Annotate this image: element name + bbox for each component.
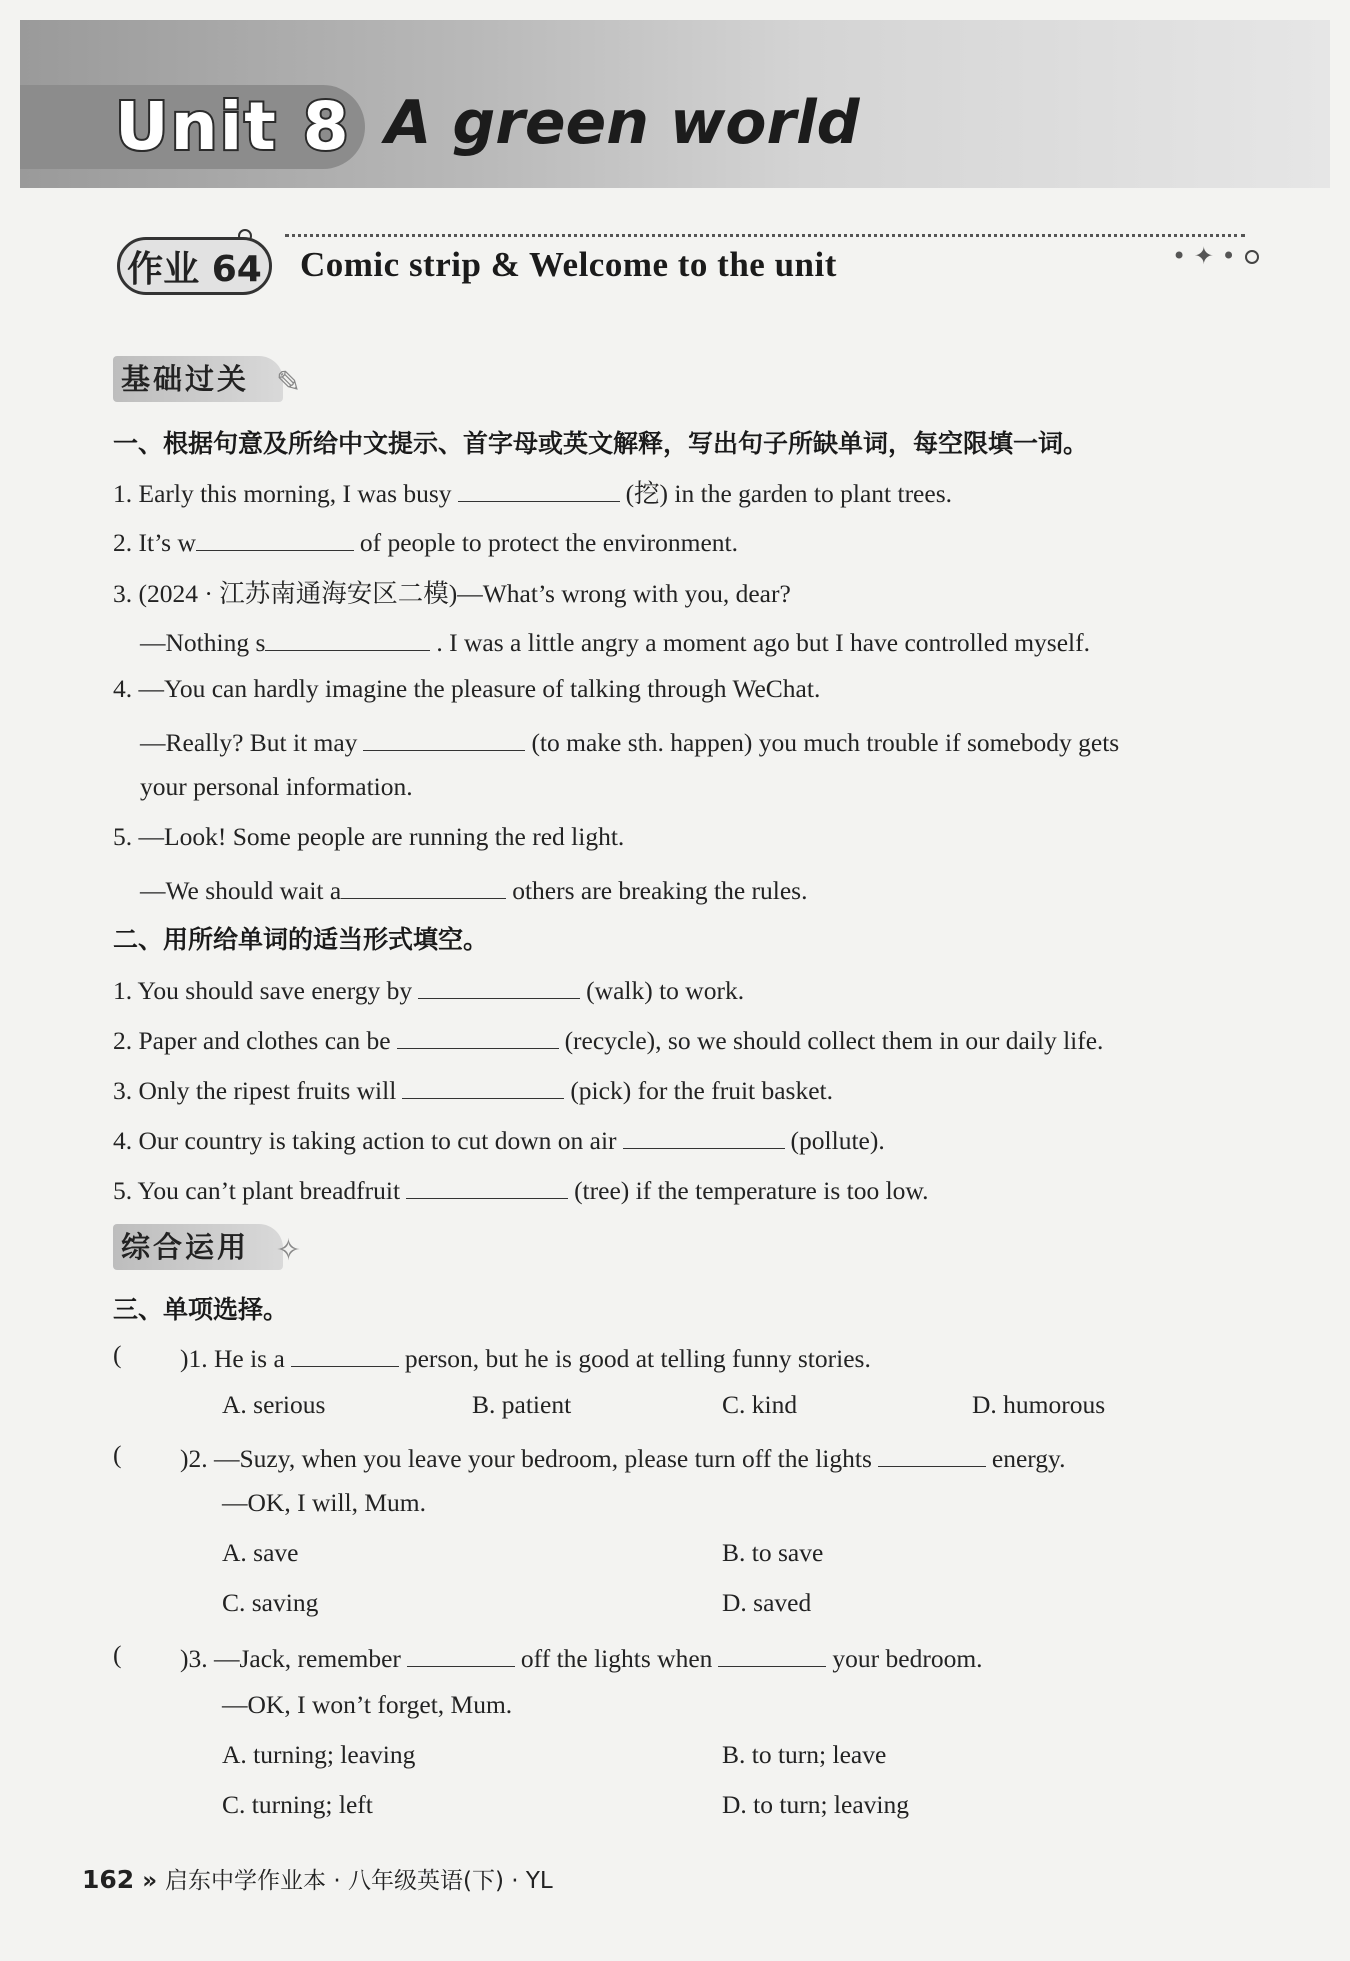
answer-blank[interactable] <box>458 475 620 502</box>
part2-q1: 1. You should save energy by (walk) to work. <box>113 972 744 1006</box>
answer-blank[interactable] <box>341 872 506 899</box>
answer-blank[interactable] <box>291 1340 399 1367</box>
option-c[interactable]: C. saving <box>222 1588 319 1617</box>
option-c[interactable]: C. turning; left <box>222 1790 373 1819</box>
answer-blank[interactable] <box>363 724 525 751</box>
pencil-icon: ✎ <box>275 365 302 400</box>
option-d[interactable]: D. to turn; leaving <box>722 1790 909 1819</box>
option-d[interactable]: D. saved <box>722 1588 812 1617</box>
answer-blank[interactable] <box>878 1440 986 1467</box>
sparkle-icon: • ✦ • <box>1172 242 1236 270</box>
part1-q3: 3. (2024 · 江苏南通海安区二模)—What’s wrong with you, dear? <box>113 579 791 608</box>
answer-blank[interactable] <box>402 1072 564 1099</box>
answer-blank[interactable] <box>718 1640 826 1667</box>
option-d[interactable]: D. humorous <box>972 1390 1106 1419</box>
homework-title: Comic strip & Welcome to the unit <box>300 245 837 284</box>
part1-heading: 一、根据句意及所给中文提示、首字母或英文解释，写出句子所缺单词，每空限填一词。 <box>113 429 1089 458</box>
part3-heading: 三、单项选择。 <box>113 1295 289 1324</box>
option-a[interactable]: A. save <box>222 1538 299 1567</box>
option-b[interactable]: B. to turn; leave <box>722 1740 887 1769</box>
decorative-circle-icon <box>1245 250 1259 264</box>
option-b[interactable]: B. patient <box>472 1390 572 1419</box>
section-tag-label: 基础过关 <box>121 362 250 396</box>
answer-bracket[interactable]: ( <box>113 1440 122 1469</box>
answer-blank[interactable] <box>406 1172 568 1199</box>
answer-blank[interactable] <box>196 524 354 551</box>
part1-q4-reply: —Really? But it may (to make sth. happen) you much trouble if somebody gets <box>140 724 1119 758</box>
part1-q3-reply: —Nothing s . I was a little angry a moment ago but I have controlled myself. <box>140 624 1090 658</box>
answer-bracket[interactable]: ( <box>113 1640 122 1669</box>
option-a[interactable]: A. serious <box>222 1390 326 1419</box>
option-a[interactable]: A. turning; leaving <box>222 1740 416 1769</box>
part1-q4-reply-cont: your personal information. <box>140 772 413 801</box>
section-tag-label: 综合运用 <box>121 1230 250 1264</box>
section-tag-basics <box>113 356 302 402</box>
option-c[interactable]: C. kind <box>722 1390 798 1419</box>
part2-heading: 二、用所给单词的适当形式填空。 <box>113 925 489 954</box>
part3-q2: )2. —Suzy, when you leave your bedroom, please turn off the lights energy. <box>180 1440 1066 1474</box>
answer-blank[interactable] <box>623 1122 785 1149</box>
sparkle-pen-icon: ✧ <box>275 1233 302 1268</box>
part1-q4: 4. —You can hardly imagine the pleasure of talking through WeChat. <box>113 674 821 703</box>
page-number: 162 <box>82 1865 135 1894</box>
part3-q3-reply: —OK, I won’t forget, Mum. <box>222 1690 513 1719</box>
part1-q1: 1. Early this morning, I was busy (挖) in the garden to plant trees. <box>113 474 952 510</box>
part1-q5: 5. —Look! Some people are running the red light. <box>113 822 625 851</box>
homework-badge: 作业 64 <box>117 237 272 295</box>
part3-q3: )3. —Jack, remember off the lights when your bedroom. <box>180 1640 983 1674</box>
decorative-dotted-line <box>285 234 1245 237</box>
part2-q4: 4. Our country is taking action to cut down on air (pollute). <box>113 1122 885 1156</box>
part3-q1: )1. He is a person, but he is good at telling funny stories. <box>180 1340 871 1374</box>
answer-blank[interactable] <box>418 972 580 999</box>
unit-title: A green world <box>385 88 860 158</box>
unit-label: Unit 8 <box>115 88 351 165</box>
part1-q2: 2. It’s w of people to protect the environment. <box>113 524 738 558</box>
part1-q5-reply: —We should wait a others are breaking the rules. <box>140 872 807 906</box>
part3-q2-reply: —OK, I will, Mum. <box>222 1488 426 1517</box>
book-title: 启东中学作业本 · 八年级英语(下) · YL <box>165 1868 553 1894</box>
part2-q5: 5. You can’t plant breadfruit (tree) if the temperature is too low. <box>113 1172 929 1206</box>
chevron-right-icon: » <box>142 1868 158 1894</box>
page-footer <box>82 1862 553 1895</box>
part2-q3: 3. Only the ripest fruits will (pick) for the fruit basket. <box>113 1072 833 1106</box>
answer-blank[interactable] <box>265 624 430 651</box>
part2-q2: 2. Paper and clothes can be (recycle), so we should collect them in our daily life. <box>113 1022 1103 1056</box>
answer-blank[interactable] <box>397 1022 559 1049</box>
answer-bracket[interactable]: ( <box>113 1340 122 1369</box>
option-b[interactable]: B. to save <box>722 1538 824 1567</box>
answer-blank[interactable] <box>407 1640 515 1667</box>
section-tag-application <box>113 1224 302 1270</box>
